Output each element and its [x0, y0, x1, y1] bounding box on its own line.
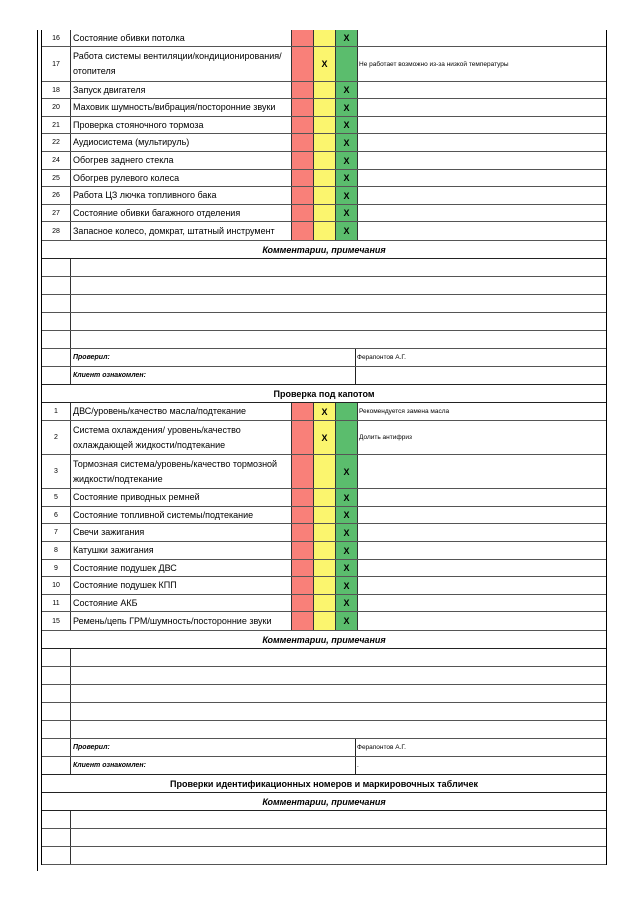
- status-yellow-cell[interactable]: [313, 222, 335, 240]
- checklist-row: [42, 30, 606, 47]
- comments-title: Комментарии, примечания: [262, 634, 386, 645]
- row-number: 10: [42, 577, 71, 594]
- check-item-label: Состояние обивки багажного отделения: [73, 207, 241, 218]
- status-green-cell[interactable]: [335, 595, 358, 611]
- checked-by-label: Проверил:: [71, 739, 356, 756]
- status-yellow-cell[interactable]: [313, 612, 335, 630]
- note-cell[interactable]: [358, 30, 606, 46]
- check-mark: X: [343, 563, 350, 573]
- status-red-cell[interactable]: [291, 187, 313, 204]
- status-yellow-cell[interactable]: [313, 595, 335, 611]
- comments-title: Комментарии, примечания: [262, 244, 386, 255]
- check-mark: X: [343, 85, 350, 95]
- comments-title: Комментарии, примечания: [262, 796, 386, 807]
- check-item-label: Система охлаждения/ уровень/качество охлаждающей жидкости/подтекание: [73, 424, 241, 450]
- check-item-label: Аудиосистема (мультируль): [73, 137, 190, 147]
- status-red-cell[interactable]: [291, 99, 313, 116]
- status-red-cell[interactable]: [291, 524, 313, 541]
- check-mark: X: [343, 33, 350, 43]
- check-mark: X: [343, 137, 350, 148]
- comment-line[interactable]: [42, 829, 606, 847]
- status-yellow-cell[interactable]: [313, 507, 335, 523]
- check-mark: X: [343, 120, 350, 130]
- status-yellow-cell[interactable]: [313, 524, 335, 541]
- check-item-label: Катушки зажигания: [73, 545, 154, 555]
- status-red-cell[interactable]: [291, 612, 313, 630]
- row-number: 25: [42, 170, 71, 186]
- section-title: Проверка под капотом: [273, 388, 375, 399]
- block1-checked-by-row: [42, 349, 606, 367]
- check-item-label: Состояние подушек ДВС: [73, 562, 177, 573]
- checklist-row: [42, 542, 606, 560]
- check-item-label: Работа системы вентиляции/кондиционирования/ отопителя: [73, 51, 282, 76]
- checklist-row: [42, 455, 606, 489]
- check-mark: X: [343, 173, 350, 183]
- status-red-cell[interactable]: [291, 595, 313, 611]
- block3-comment-lines[interactable]: [42, 811, 606, 865]
- client-acknowledged-label: Клиент ознакомлен:: [71, 367, 356, 384]
- check-item-label: Запуск двигателя: [73, 84, 146, 95]
- under-hood-section-header: [42, 385, 606, 403]
- status-red-cell[interactable]: [291, 421, 313, 454]
- check-item-label: Обогрев рулевого колеса: [73, 172, 180, 183]
- check-item-label: Запасное колесо, домкрат, штатный инструмент: [73, 225, 275, 236]
- status-red-cell[interactable]: [291, 30, 313, 46]
- checklist-row: [42, 612, 606, 631]
- row-number: 21: [42, 117, 71, 133]
- status-green-cell[interactable]: [335, 612, 358, 630]
- check-mark: X: [343, 598, 350, 608]
- status-yellow-cell[interactable]: [313, 152, 335, 169]
- note-cell[interactable]: [358, 455, 606, 488]
- checklist-row: [42, 507, 606, 524]
- check-item-label: Проверка стояночного тормоза: [73, 119, 204, 130]
- checklist-row: [42, 421, 606, 455]
- checklist-row: [42, 82, 606, 99]
- client-acknowledged-value[interactable]: [356, 367, 606, 384]
- note-cell[interactable]: [358, 152, 606, 169]
- note-cell[interactable]: [358, 117, 606, 133]
- check-mark: X: [321, 59, 328, 69]
- status-yellow-cell[interactable]: [313, 421, 335, 454]
- comment-input[interactable]: [71, 667, 606, 684]
- comment-input[interactable]: [71, 685, 606, 702]
- check-mark: X: [321, 406, 328, 417]
- checklist-row: [42, 152, 606, 170]
- check-mark: X: [343, 616, 350, 626]
- comment-line[interactable]: [42, 721, 606, 739]
- check-item-label: Состояние обивки потолка: [73, 32, 185, 43]
- status-green-cell[interactable]: [335, 560, 358, 576]
- comment-input[interactable]: [71, 649, 606, 666]
- check-item-label: ДВС/уровень/качество масла/подтекание: [73, 406, 247, 416]
- status-green-cell[interactable]: [335, 170, 358, 186]
- comment-input[interactable]: [71, 847, 606, 864]
- note-cell[interactable]: [358, 612, 606, 630]
- note-cell[interactable]: Долить антифриз: [359, 434, 412, 441]
- note-cell[interactable]: [358, 99, 606, 116]
- status-yellow-cell[interactable]: [313, 117, 335, 133]
- check-item-label: Свечи зажигания: [73, 527, 145, 537]
- checklist-row: [42, 560, 606, 577]
- status-red-cell[interactable]: [291, 152, 313, 169]
- status-green-cell[interactable]: [335, 205, 358, 221]
- status-yellow-cell[interactable]: [313, 403, 335, 420]
- check-mark: X: [343, 208, 350, 218]
- checklist-row: [42, 134, 606, 152]
- block1-comment-lines[interactable]: [42, 259, 606, 349]
- note-cell[interactable]: Не работает возможно из-за низкой температуры: [359, 60, 509, 68]
- check-item-label: Обогрев заднего стекла: [73, 155, 174, 165]
- check-item-label: Состояние топливной системы/подтекание: [73, 509, 254, 520]
- check-item-label: Состояние АКБ: [73, 597, 138, 608]
- checklist-row: [42, 47, 606, 82]
- checklist-row: [42, 403, 606, 421]
- row-number: 9: [42, 560, 71, 576]
- comment-input[interactable]: [71, 721, 606, 738]
- status-yellow-cell[interactable]: [313, 205, 335, 221]
- status-yellow-cell[interactable]: [313, 542, 335, 559]
- status-green-cell[interactable]: [335, 117, 358, 133]
- check-item-label: Маховик шумность/вибрация/посторонние звуки: [73, 102, 276, 112]
- block2-comments-header: [42, 631, 606, 649]
- checklist-row: [42, 99, 606, 117]
- id-numbers-section-header: [42, 775, 606, 793]
- check-mark: X: [343, 190, 350, 201]
- block3-comments-header: [42, 793, 606, 811]
- block2-client-row: [42, 757, 606, 775]
- checklist-row: [42, 205, 606, 222]
- checklist-row: [42, 117, 606, 134]
- comment-input[interactable]: [71, 829, 606, 846]
- note-cell[interactable]: [358, 560, 606, 576]
- row-number: 28: [42, 222, 71, 240]
- check-mark: X: [343, 492, 350, 503]
- status-red-cell[interactable]: [291, 222, 313, 240]
- row-number: 2: [42, 421, 71, 454]
- check-mark: X: [343, 510, 350, 520]
- status-green-cell[interactable]: [335, 524, 358, 541]
- checklist-row: [42, 222, 606, 241]
- block2-checked-by-row: [42, 739, 606, 757]
- check-mark: X: [343, 580, 350, 591]
- row-number: 18: [42, 82, 71, 98]
- comment-line[interactable]: [42, 649, 606, 667]
- status-green-cell[interactable]: [335, 187, 358, 204]
- note-cell[interactable]: [358, 542, 606, 559]
- comment-line[interactable]: [42, 331, 606, 349]
- comment-input[interactable]: [71, 313, 606, 330]
- outer-border-line: [37, 30, 38, 871]
- comment-line[interactable]: [42, 259, 606, 277]
- comment-line[interactable]: [42, 811, 606, 829]
- check-item-label: Состояние приводных ремней: [73, 492, 200, 502]
- comment-line[interactable]: [42, 685, 606, 703]
- note-cell[interactable]: Рекомендуется замена масла: [359, 408, 450, 415]
- row-number: 16: [42, 30, 71, 46]
- status-yellow-cell[interactable]: [313, 489, 335, 506]
- client-acknowledged-label: Клиент ознакомлен:: [71, 757, 356, 774]
- status-red-cell[interactable]: [291, 403, 313, 420]
- status-yellow-cell[interactable]: [313, 455, 335, 488]
- status-red-cell[interactable]: [291, 134, 313, 151]
- status-yellow-cell[interactable]: [313, 170, 335, 186]
- status-green-cell[interactable]: [335, 403, 358, 420]
- check-mark: X: [321, 432, 328, 443]
- status-green-cell[interactable]: [335, 455, 358, 488]
- check-item-label: Тормозная система/уровень/качество тормозной жидкости/подтекание: [73, 458, 278, 484]
- status-red-cell[interactable]: [291, 117, 313, 133]
- status-red-cell[interactable]: [291, 489, 313, 506]
- row-number: 20: [42, 99, 71, 116]
- checked-by-value[interactable]: Ферапонтов А.Г.: [357, 354, 406, 361]
- check-mark: X: [343, 466, 350, 477]
- note-cell[interactable]: [358, 82, 606, 98]
- status-yellow-cell[interactable]: [313, 560, 335, 576]
- row-number: 15: [42, 612, 71, 630]
- comment-input[interactable]: [71, 295, 606, 312]
- row-number: 26: [42, 187, 71, 204]
- client-acknowledged-value[interactable]: .: [357, 762, 359, 769]
- note-cell[interactable]: [358, 577, 606, 594]
- check-mark: X: [343, 155, 350, 166]
- note-cell[interactable]: [358, 187, 606, 204]
- checklist-row: [42, 595, 606, 612]
- check-item-label: Ремень/цепь ГРМ/шумность/посторонние звуки: [73, 615, 272, 626]
- checklist-row: [42, 187, 606, 205]
- cabin-checks-rows: [42, 30, 606, 241]
- note-cell[interactable]: [358, 524, 606, 541]
- checklist-row: [42, 524, 606, 542]
- row-number: 24: [42, 152, 71, 169]
- status-yellow-cell[interactable]: [313, 47, 335, 81]
- note-cell[interactable]: [358, 489, 606, 506]
- note-cell[interactable]: [358, 595, 606, 611]
- check-mark: X: [343, 545, 350, 556]
- status-red-cell[interactable]: [291, 542, 313, 559]
- note-cell[interactable]: [358, 170, 606, 186]
- status-green-cell[interactable]: [335, 99, 358, 116]
- status-red-cell[interactable]: [291, 560, 313, 576]
- status-red-cell[interactable]: [291, 205, 313, 221]
- status-green-cell[interactable]: [335, 47, 358, 81]
- section-title: Проверки идентификационных номеров и маркировочных табличек: [170, 778, 478, 789]
- status-green-cell[interactable]: [335, 134, 358, 151]
- row-number: 8: [42, 542, 71, 559]
- status-red-cell[interactable]: [291, 82, 313, 98]
- status-green-cell[interactable]: [335, 82, 358, 98]
- row-number: 7: [42, 524, 71, 541]
- block1-comments-header: [42, 241, 606, 259]
- status-red-cell[interactable]: [291, 47, 313, 81]
- status-green-cell[interactable]: [335, 421, 358, 454]
- status-green-cell[interactable]: [335, 507, 358, 523]
- row-number: 5: [42, 489, 71, 506]
- status-red-cell[interactable]: [291, 170, 313, 186]
- status-yellow-cell[interactable]: [313, 577, 335, 594]
- block2-comment-lines[interactable]: [42, 649, 606, 739]
- status-green-cell[interactable]: [335, 489, 358, 506]
- status-green-cell[interactable]: [335, 577, 358, 594]
- checklist-row: [42, 489, 606, 507]
- comment-input[interactable]: [71, 703, 606, 720]
- row-number: 1: [42, 403, 71, 420]
- checked-by-label: Проверил:: [71, 349, 356, 366]
- comment-line[interactable]: [42, 277, 606, 295]
- row-number: 3: [42, 455, 71, 488]
- row-number: 27: [42, 205, 71, 221]
- comment-line[interactable]: [42, 847, 606, 865]
- status-yellow-cell[interactable]: [313, 82, 335, 98]
- comment-input[interactable]: [71, 331, 606, 348]
- check-mark: X: [343, 226, 350, 236]
- comment-line[interactable]: [42, 313, 606, 331]
- check-item-label: Состояние подушек КПП: [73, 580, 177, 590]
- status-green-cell[interactable]: [335, 542, 358, 559]
- check-mark: X: [343, 102, 350, 113]
- note-cell[interactable]: [358, 507, 606, 523]
- comment-line[interactable]: [42, 295, 606, 313]
- note-cell[interactable]: [358, 205, 606, 221]
- status-green-cell[interactable]: [335, 30, 358, 46]
- block1-client-row: [42, 367, 606, 385]
- status-yellow-cell[interactable]: [313, 187, 335, 204]
- inspection-table: [41, 30, 607, 865]
- status-green-cell[interactable]: [335, 222, 358, 240]
- status-yellow-cell[interactable]: [313, 99, 335, 116]
- status-yellow-cell[interactable]: [313, 134, 335, 151]
- comment-input[interactable]: [71, 259, 606, 276]
- comment-line[interactable]: [42, 667, 606, 685]
- status-red-cell[interactable]: [291, 507, 313, 523]
- comment-line[interactable]: [42, 703, 606, 721]
- row-number: 17: [42, 47, 71, 81]
- status-red-cell[interactable]: [291, 455, 313, 488]
- row-number: 22: [42, 134, 71, 151]
- comment-input[interactable]: [71, 811, 606, 828]
- comment-input[interactable]: [71, 277, 606, 294]
- status-green-cell[interactable]: [335, 152, 358, 169]
- status-red-cell[interactable]: [291, 577, 313, 594]
- under-hood-rows: [42, 403, 606, 631]
- checked-by-value[interactable]: Ферапонтов А.Г.: [357, 744, 406, 751]
- checklist-row: [42, 577, 606, 595]
- checklist-row: [42, 170, 606, 187]
- check-mark: X: [343, 527, 350, 538]
- status-yellow-cell[interactable]: [313, 30, 335, 46]
- row-number: 11: [42, 595, 71, 611]
- note-cell[interactable]: [358, 134, 606, 151]
- note-cell[interactable]: [358, 222, 606, 240]
- check-item-label: Работа ЦЗ лючка топливного бака: [73, 190, 217, 200]
- row-number: 6: [42, 507, 71, 523]
